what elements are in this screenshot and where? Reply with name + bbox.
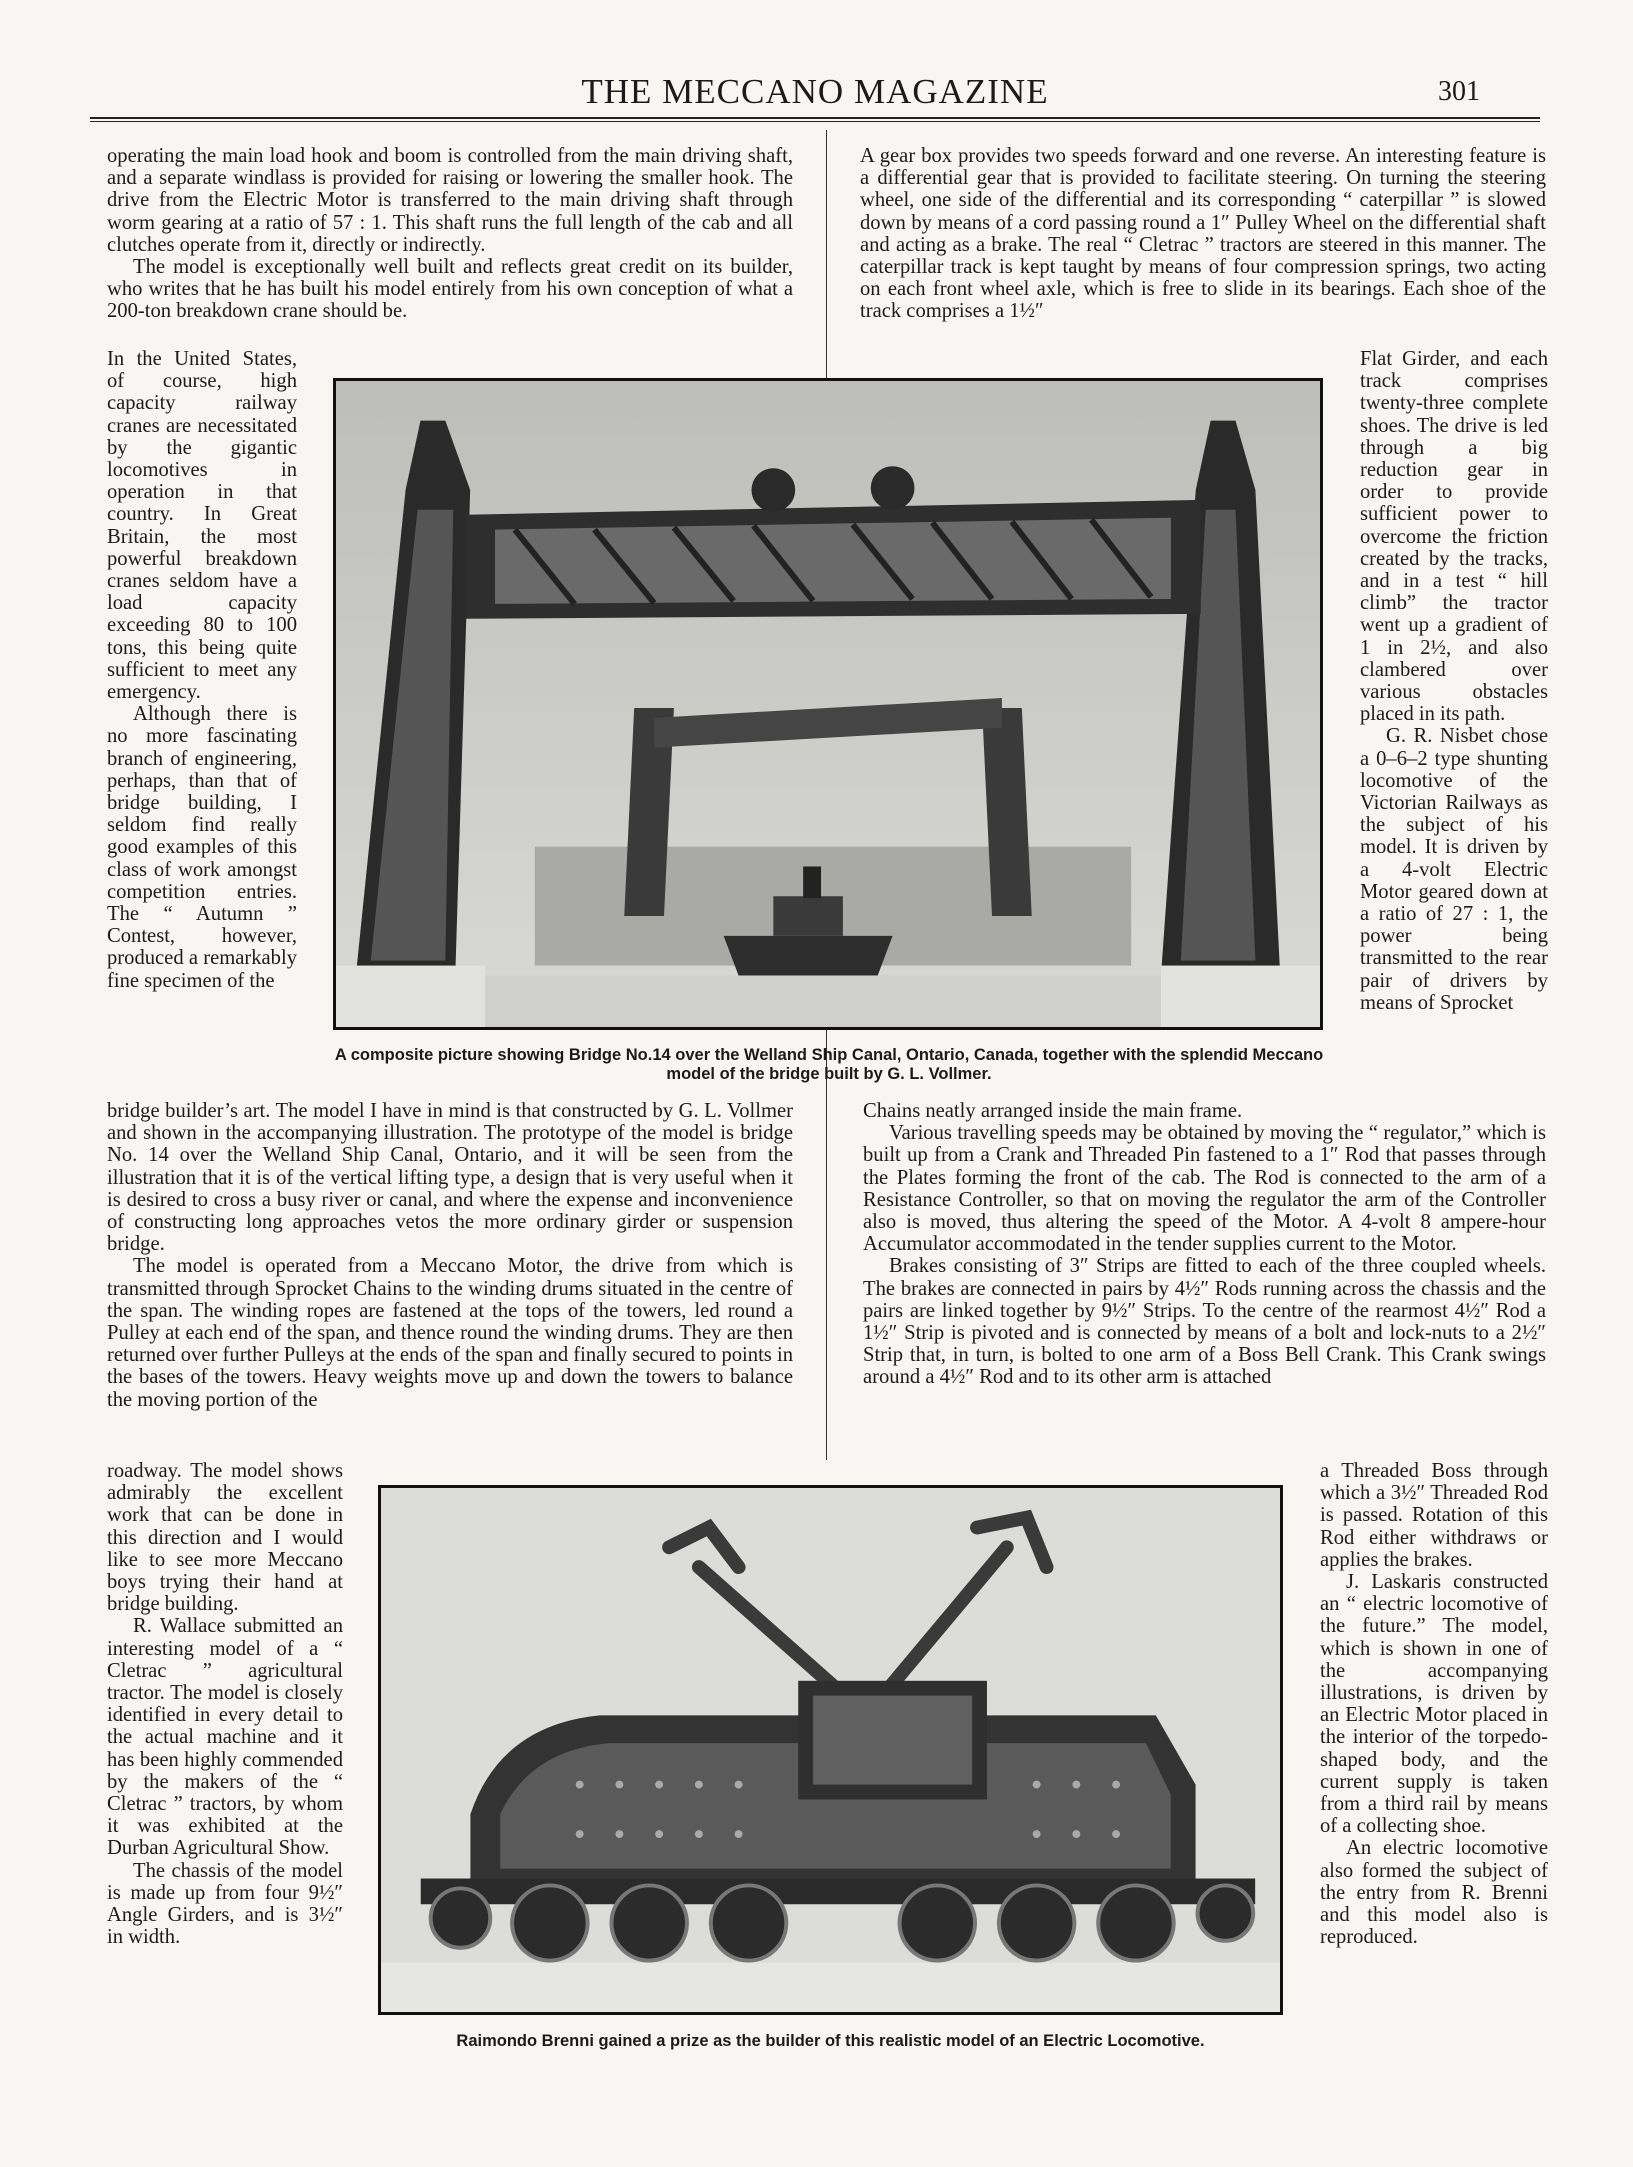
paragraph: bridge builder’s art. The model I have in mind is that constructed by G. L. Vollmer and shown in the accompanying illustration. The prototype of the model is bridge No. 14 over the Welland Ship Canal, Ontario, and it will be seen from the illustration that it is of the vertical lifting type, a design that is very useful when it is desired to cross a busy river or canal, and where the expense and inconvenience of constructing long approaches vetos the more ordinary girder or suspension bridge.	[107, 1100, 793, 1256]
header-rule-thin	[90, 121, 1540, 122]
paragraph: In the United States, of course, high capacity railway cranes are necessitated by the gigantic locomotives in operation in that country. In Great Britain, the most powerful breakdown cranes seldom have a load capacity exceeding 80 to 100 tons, this being quite sufficient to meet any emergency.	[107, 348, 297, 704]
right-column-middle	[863, 1100, 1546, 1460]
paragraph: J. Laskaris constructed an “ electric locomotive of the future.” The model, which is shown in one of the accompanying illustrations, is driven by an Electric Motor placed in the interior of the torpedo-shaped body, and the current supply is taken from a third rail by means of a collecting shoe.	[1320, 1571, 1548, 1838]
bridge-photo	[333, 378, 1323, 1030]
magazine-title: THE MECCANO MAGAZINE	[581, 72, 1049, 111]
paragraph: A gear box provides two speeds forward and one reverse. An interesting feature is a differential gear that is provided to facilitate steering. On turning the steering wheel, one side of the differential and its corresponding “ caterpillar ” is slowed down by means of a cord passing round a 1″ Pulley Wheel on the differential shaft and acting as a brake. The real “ Cletrac ” tractors are steered in this manner. The caterpillar track is kept taught by means of four compression springs, two acting on each front wheel axle, which is free to slide in its bearings. Each shoe of the track comprises a 1½″	[860, 145, 1546, 323]
right-column-narrow	[1360, 348, 1548, 1100]
paragraph: The model is exceptionally well built and reflects great credit on its builder, who writes that he has built his model entirely from his own conception of what a 200-ton breakdown crane should be.	[107, 256, 793, 323]
bridge-caption: A composite picture showing Bridge No.14 over the Welland Ship Canal, Ontario, Canada, together with the splendid Meccano model of the bridge built by G. L. Vollmer.	[334, 1046, 1324, 1083]
paragraph: Various travelling speeds may be obtained by moving the “ regulator,” which is built up from a Crank and Threaded Pin fastened to a 1″ Rod that passes through the Plates forming the front of the cab. The Rod is connected to the arm of a Resistance Controller, so that on moving the regulator the arm of the Controller also is moved, thus altering the speed of the Motor. A 4-volt 8 ampere-hour Accumulator accommodated in the tender supplies current to the Motor.	[863, 1122, 1546, 1256]
left-column-top	[107, 145, 793, 345]
paragraph: The chassis of the model is made up from four 9½″ Angle Girders, and is 3½″ in width.	[107, 1859, 343, 1949]
paragraph: Chains neatly arranged inside the main frame.	[863, 1100, 1243, 1122]
paragraph: Although there is no more fascinating branch of engineering, perhaps, than that of bridge building, I seldom find really good examples of this class of work amongst competition entries. The “ Autumn ” Contest, however, produced a remarkably fine specimen of the	[107, 703, 297, 992]
header-rule	[90, 117, 1540, 119]
running-header	[90, 68, 1540, 116]
paragraph: R. Wallace submitted an interesting model of a “ Cletrac ” agricultural tractor. The model is closely identified in every detail to the actual machine and it has been highly commended by the makers of the “ Cletrac ” tractors, by whom it was exhibited at the Durban Agricultural Show.	[107, 1615, 343, 1860]
paragraph: operating the main load hook and boom is controlled from the main driving shaft, and a separate windlass is provided for raising or lowering the smaller hook. The drive from the Electric Motor is transferred to the main driving shaft through worm gearing at a ratio of 57 : 1. This shaft runs the full length of the cab and all clutches operate from it, directly or indirectly.	[107, 145, 793, 256]
locomotive-illustration	[381, 1488, 1280, 2012]
paragraph: Brakes consisting of 3″ Strips are fitted to each of the three coupled wheels. The brakes are connected in pairs by 4½″ Rods running across the chassis and the pairs are linked together by 9½″ Strips. To the centre of the rearmost 4½″ Rod a 1½″ Strip is pivoted and is connected by means of a bolt and lock-nuts to a 2½″ Strip that, in turn, is bolted to one arm of a Boss Bell Crank. This Crank swings around a 4½″ Rod and to its other arm is attached	[863, 1255, 1546, 1389]
right-column-top	[860, 145, 1546, 345]
paragraph: The model is operated from a Meccano Motor, the drive from which is transmitted through Sprocket Chains to the winding drums situated in the centre of the span. The winding ropes are fastened at the tops of the towers, led round a Pulley at each end of the span, and thence round the winding drums. They are then returned over further Pulleys at the ends of the span and finally secured to points in the bases of the towers. Heavy weights move up and down the towers to balance the moving portion of the	[107, 1255, 793, 1411]
left-column-bottom	[107, 1460, 343, 2062]
paragraph: G. R. Nisbet chose a 0–6–2 type shunting locomotive of the Victorian Railways as the subject of his model. It is driven by a 4-volt Electric Motor geared down at a ratio of 27 : 1, the power being transmitted to the rear pair of drivers by means of Sprocket	[1360, 725, 1548, 1014]
left-column-middle	[107, 1100, 793, 1458]
paragraph: roadway. The model shows admirably the excellent work that can be done in this direction and I would like to see more Meccano boys trying their hand at bridge building.	[107, 1460, 343, 1616]
page-number: 301	[1438, 76, 1480, 107]
paragraph: a Threaded Boss through which a 3½″ Threaded Rod is passed. Rotation of this Rod either withdraws or applies the brakes.	[1320, 1460, 1548, 1571]
locomotive-caption: Raimondo Brenni gained a prize as the builder of this realistic model of an Electric Locomotive.	[456, 2032, 1205, 2050]
right-column-bottom	[1320, 1460, 1548, 2062]
left-column-narrow	[107, 348, 297, 1100]
paragraph: An electric locomotive also formed the subject of the entry from R. Brenni and this model also is reproduced.	[1320, 1837, 1548, 1949]
paragraph: Flat Girder, and each track comprises twenty-three complete shoes. The drive is led through a big reduction gear in order to provide sufficient power to overcome the friction created by the tracks, and in a test “ hill climb” the tractor went up a gradient of 1 in 2½, and also clambered over various obstacles placed in its path.	[1360, 348, 1548, 726]
bridge-illustration	[336, 381, 1320, 1027]
locomotive-photo	[378, 1485, 1283, 2015]
